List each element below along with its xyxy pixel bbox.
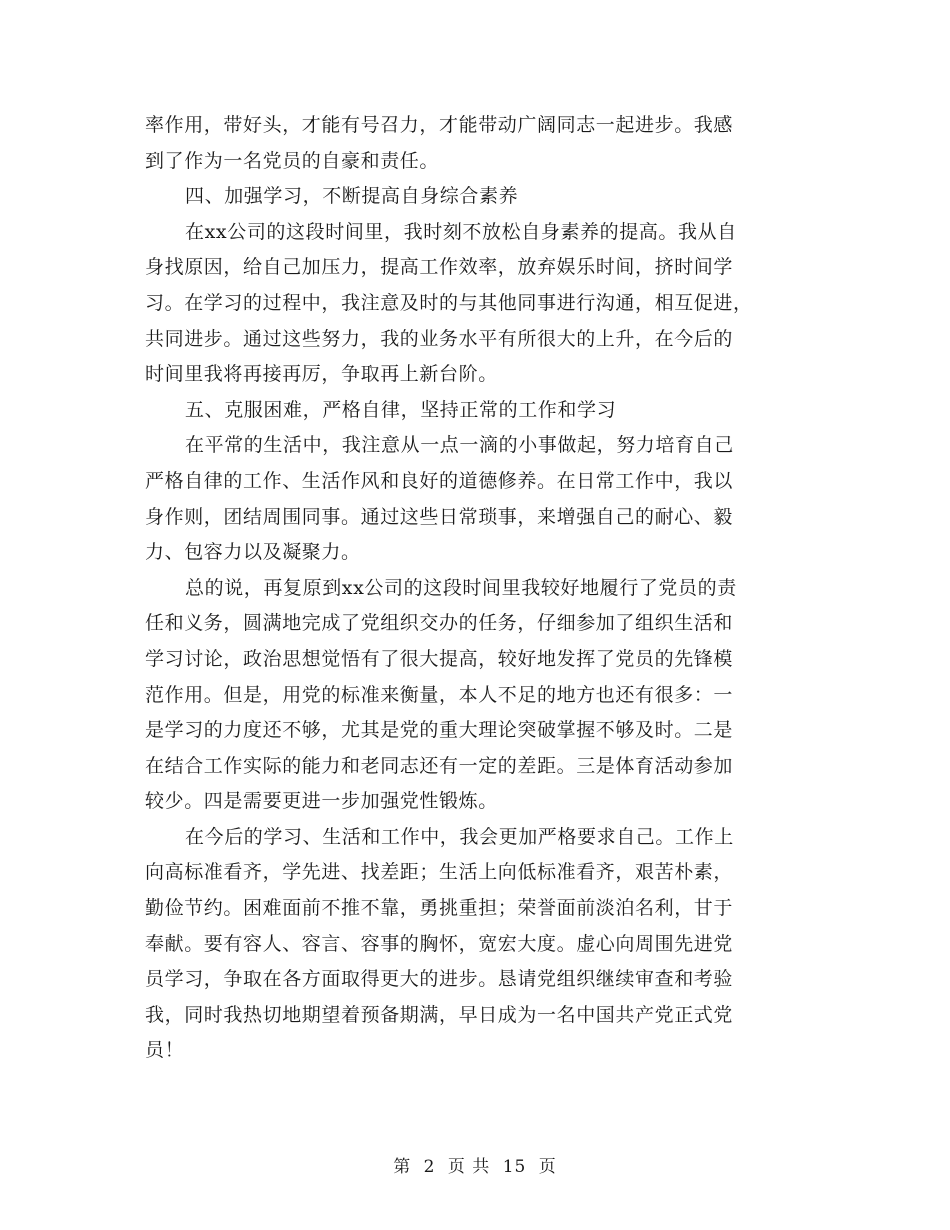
text-line: 在今后的学习、生活和工作中，我会更加严格要求自己。工作上 xyxy=(185,825,734,848)
text-line: 较少。四是需要更进一步加强党性锻炼。 xyxy=(145,790,498,813)
text-line: 总的说，再复原到xx公司的这段时间里我较好地履行了党员的责 xyxy=(185,576,737,599)
text-line: 力、包容力以及凝聚力。 xyxy=(145,541,361,564)
footer-prefix: 第 xyxy=(393,1157,412,1177)
text-line: 在xx公司的这段时间里，我时刻不放松自身素养的提高。我从自 xyxy=(185,220,737,243)
text-line: 范作用。但是，用党的标准来衡量，本人不足的地方也还有很多：一 xyxy=(145,683,734,706)
text-line: 习。在学习的过程中，我注意及时的与其他同事进行沟通，相互促进， xyxy=(145,291,753,314)
text-line: 到了作为一名党员的自豪和责任。 xyxy=(145,149,440,172)
text-line: 勤俭节约。困难面前不推不靠，勇挑重担；荣誉面前淡泊名利，甘于 xyxy=(145,897,734,920)
total-pages: 15 xyxy=(502,1157,527,1177)
text-line: 学习讨论，政治思想觉悟有了很大提高，较好地发挥了党员的先锋模 xyxy=(145,647,734,670)
footer-suffix: 页 xyxy=(538,1157,557,1177)
section-heading: 四、加强学习，不断提高自身综合素养 xyxy=(185,185,519,208)
section-heading: 五、克服困难，严格自律，坚持正常的工作和学习 xyxy=(185,398,617,421)
text-line: 员！ xyxy=(145,1039,185,1062)
document-body xyxy=(145,108,805,1069)
text-line: 身找原因，给自己加压力，提高工作效率，放弃娱乐时间，挤时间学 xyxy=(145,256,734,279)
footer-middle: 页 共 xyxy=(447,1157,491,1177)
page-footer xyxy=(0,1152,950,1177)
text-line: 共同进步。通过这些努力，我的业务水平有所很大的上升，在今后的 xyxy=(145,327,734,350)
text-line: 严格自律的工作、生活作风和良好的道德修养。在日常工作中，我以 xyxy=(145,469,734,492)
text-line: 是学习的力度还不够，尤其是党的重大理论突破掌握不够及时。二是 xyxy=(145,719,734,742)
text-line: 时间里我将再接再厉，争取再上新台阶。 xyxy=(145,363,498,386)
text-line: 在结合工作实际的能力和老同志还有一定的差距。三是体育活动参加 xyxy=(145,754,734,777)
text-line: 向高标准看齐，学先进、找差距；生活上向低标准看齐，艰苦朴素， xyxy=(145,861,734,884)
text-line: 我，同时我热切地期望着预备期满，早日成为一名中国共产党正式党 xyxy=(145,1003,734,1026)
text-line: 员学习，争取在各方面取得更大的进步。恳请党组织继续审查和考验 xyxy=(145,968,734,991)
text-line: 奉献。要有容人、容言、容事的胸怀，宽宏大度。虚心向周围先进党 xyxy=(145,932,734,955)
text-line: 率作用，带好头，才能有号召力，才能带动广阔同志一起进步。我感 xyxy=(145,114,734,136)
text-line: 任和义务，圆满地完成了党组织交办的任务，仔细参加了组织生活和 xyxy=(145,612,734,635)
text-line: 身作则，团结周围同事。通过这些日常琐事，来增强自己的耐心、毅 xyxy=(145,505,734,528)
text-line: 在平常的生活中，我注意从一点一滴的小事做起，努力培育自己 xyxy=(185,434,734,457)
page-number: 2 xyxy=(423,1157,436,1177)
